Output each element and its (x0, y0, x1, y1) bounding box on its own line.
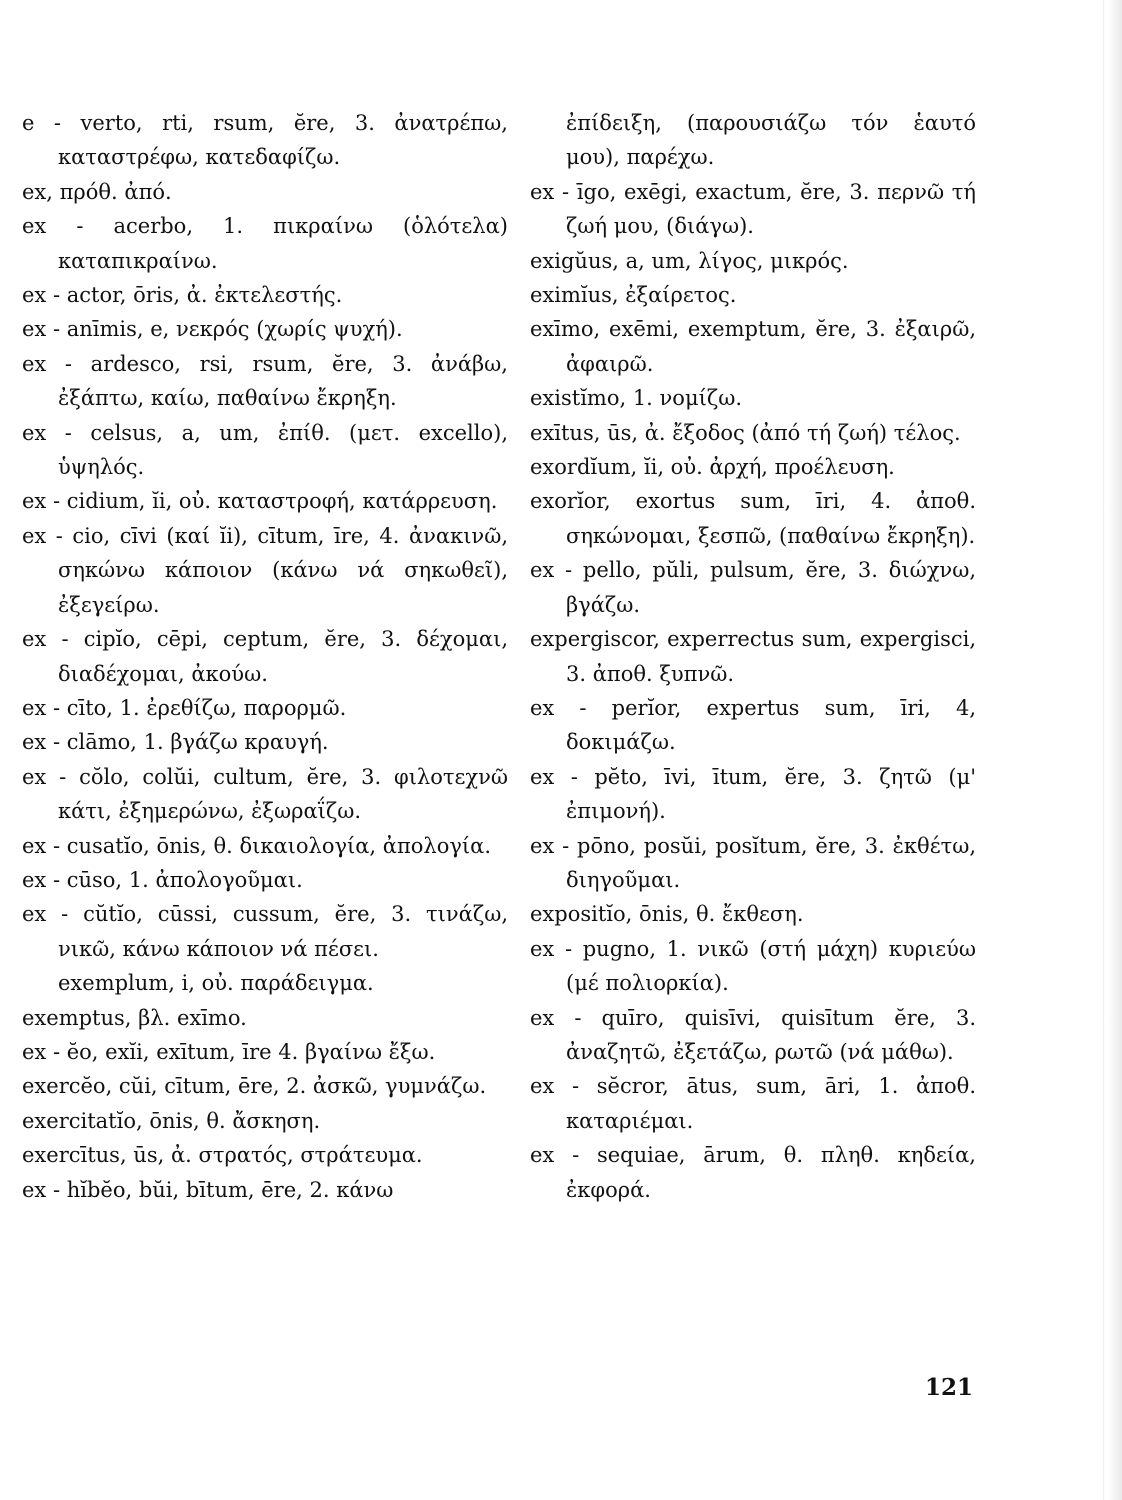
dictionary-entry: exīmo, exēmi, exemptum, ĕre, 3. ἐξαιρῶ, ἀφαιρῶ. (530, 317, 976, 376)
dictionary-entry: ex - pĕto, īvi, ītum, ĕre, 3. ζητῶ (μ' ἐπιμονή). (530, 764, 976, 824)
right-column (530, 106, 976, 1207)
dictionary-entry: ex - perĭor, expertus sum, īri, 4, δοκιμάζω. (530, 695, 976, 755)
dictionary-entry: existĭmo, 1. νομίζω. (530, 386, 743, 411)
dictionary-entry: exorĭor, exortus sum, īri, 4. ἀποθ. σηκώνομαι, ξεσπῶ, (παθαίνω ἔκρηξη). (530, 489, 976, 548)
page-edge-line (1103, 0, 1104, 1500)
dictionary-entry: ex - quīro, quisīvi, quisītum ĕre, 3. ἀναζητῶ, ἐξετάζω, ρωτῶ (νά μάθω). (530, 1005, 976, 1064)
dictionary-entry: exemptus, βλ. exīmo. (22, 1005, 247, 1030)
dictionary-entry: ex - anīmis, e, νεκρός (χωρίς ψυχή). (22, 317, 403, 342)
dictionary-entry: ex - actor, ōris, ἀ. ἐκτελεστής. (22, 283, 343, 308)
dictionary-entry: ex - cūso, 1. ἀπολογοῦμαι. (22, 867, 303, 892)
dictionary-entry: ex - ĕo, exĭi, exītum, īre 4. βγαίνω ἔξω. (22, 1039, 436, 1064)
dictionary-entry: eximĭus, ἐξαίρετος. (530, 283, 737, 308)
dictionary-entry: expositĭo, ōnis, θ. ἔκθεση. (530, 902, 804, 927)
page-number: 121 (925, 1374, 974, 1401)
page-edge-shadow (1108, 0, 1122, 1500)
dictionary-entry: ex, πρόθ. ἀπό. (22, 179, 172, 204)
dictionary-entry: exercītus, ūs, ἀ. στρατός, στράτευμα. (22, 1143, 423, 1168)
dictionary-entry: ex - clāmo, 1. βγάζω κραυγή. (22, 730, 329, 755)
dictionary-entry: ex - ardesco, rsi, rsum, ĕre, 3. ἀνάβω, ἐξάπτω, καίω, παθαίνω ἔκρηξη. (22, 351, 508, 411)
dictionary-entry: ex - cio, cīvi (καί ĭi), cītum, īre, 4. ἀνακινῶ, σηκώνω κάποιον (κάνω νά σηκωθεῖ), ἐξεγείρω. (22, 523, 508, 617)
dictionary-entry: ex - cŭtĭo, cūssi, cussum, ĕre, 3. τινάζω, νικῶ, κάνω κάποιον νά πέσει. (22, 902, 508, 961)
dictionary-entry: e - verto, rti, rsum, ĕre, 3. ἀνατρέπω, καταστρέφω, κατεδαφίζω. (22, 111, 508, 170)
dictionary-entry: exigŭus, a, um, λίγος, μικρός. (530, 248, 849, 273)
dictionary-entry: exercĕo, cŭi, cītum, ēre, 2. ἀσκῶ, γυμνάζω. (22, 1074, 487, 1099)
left-column (22, 106, 508, 1207)
dictionary-entry: exercitatĭo, ōnis, θ. ἄσκηση. (22, 1108, 321, 1133)
dictionary-entry: ex - cīto, 1. ἐρεθίζω, παρορμῶ. (22, 695, 347, 720)
dictionary-entry: ex - cusatĭo, ōnis, θ. δικαιολογία, ἀπολογία. (22, 833, 492, 858)
dictionary-entry-continued: ἐπίδειξη, (παρουσιάζω τόν ἑαυτό μου), παρέχω. (566, 111, 976, 170)
dictionary-entry: ex - pello, pŭli, pulsum, ĕre, 3. διώχνω, βγάζω. (530, 558, 976, 617)
dictionary-entry: exordĭum, ĭi, οὐ. ἀρχή, προέλευση. (530, 455, 895, 480)
dictionary-entry: expergiscor, experrectus sum, expergisci, 3. ἀποθ. ξυπνῶ. (530, 627, 976, 686)
dictionary-entry: ex - cŏlo, colŭi, cultum, ĕre, 3. φιλοτεχνῶ κάτι, ἐξημερώνω, ἐξωραΐζω. (22, 764, 508, 824)
dictionary-entry: ex - īgo, exēgi, exactum, ĕre, 3. περνῶ τή ζωή μου, (διάγω). (530, 179, 976, 239)
dictionary-entry: ex - acerbo, 1. πικραίνω (ὁλότελα) καταπικραίνω. (22, 214, 508, 273)
dictionary-entry: ex - pugno, 1. νικῶ (στή μάχη) κυριεύω (μέ πολιορκία). (530, 936, 976, 996)
dictionary-entry: ex - hĭbĕo, bŭi, bītum, ēre, 2. κάνω (22, 1177, 394, 1202)
dictionary-entry: ex - celsus, a, um, ἐπίθ. (μετ. excello), ὑψηλός. (22, 420, 508, 480)
dictionary-entry: ex - cipĭo, cēpi, ceptum, ĕre, 3. δέχομαι, διαδέχομαι, ἀκούω. (22, 627, 508, 686)
dictionary-entry: ex - cidium, ĭi, οὐ. καταστροφή, κατάρρευση. (22, 489, 498, 514)
dictionary-entry: ex - sequiae, ārum, θ. πληθ. κηδεία, ἐκφορά. (530, 1143, 976, 1202)
dictionary-entry: ex - sĕcror, ātus, sum, āri, 1. ἀποθ. καταριέμαι. (530, 1074, 976, 1133)
dictionary-entry: ex - pōno, posŭi, posĭtum, ĕre, 3. ἐκθέτω, διηγοῦμαι. (530, 833, 976, 892)
dictionary-entry: exītus, ūs, ἀ. ἔξοδος (ἀπό τή ζωή) τέλος. (530, 420, 961, 445)
dictionary-entry: exemplum, i, οὐ. παράδειγμα. (58, 971, 374, 996)
